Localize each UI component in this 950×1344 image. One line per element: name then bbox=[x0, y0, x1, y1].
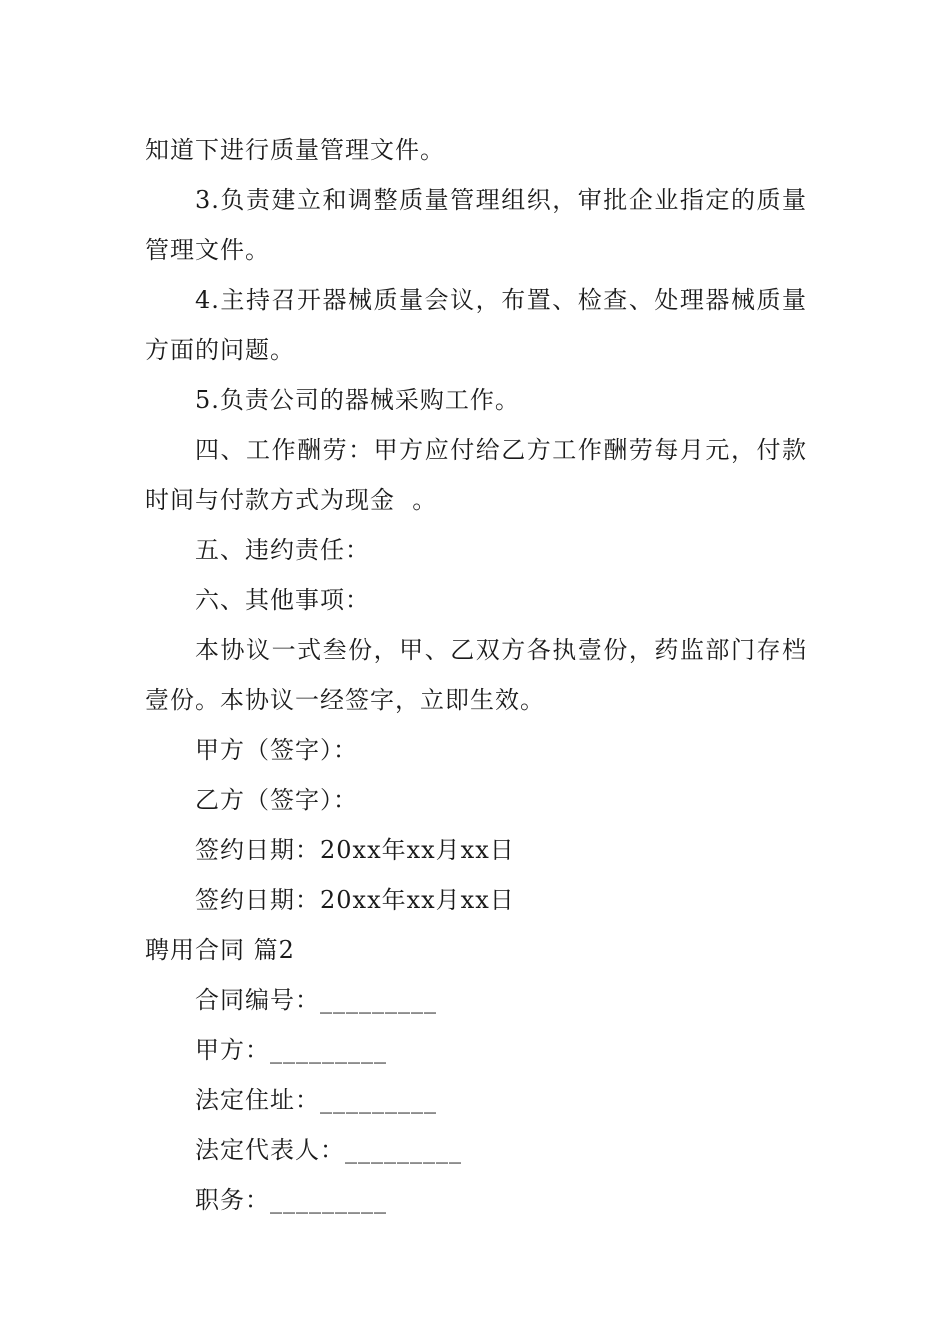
field-contract-number: 合同编号：_________ bbox=[195, 986, 437, 1014]
section-title: 聘用合同 篇2 bbox=[145, 936, 295, 964]
paragraph-breach: 五、违约责任： bbox=[195, 536, 370, 564]
field-position: 职务：_________ bbox=[195, 1186, 387, 1214]
document-body bbox=[145, 125, 807, 1225]
party-a-signature: 甲方（签字）： bbox=[195, 736, 358, 764]
party-b-signature: 乙方（签字）： bbox=[195, 786, 358, 814]
signing-date-1: 签约日期：20xx年xx月xx日 bbox=[195, 836, 515, 864]
paragraph-item-3: 3.负责建立和调整质量管理组织，审批企业指定的质量管理文件。 bbox=[145, 186, 807, 264]
field-legal-address: 法定住址：_________ bbox=[195, 1086, 437, 1114]
paragraph-item-4: 4.主持召开器械质量会议，布置、检查、处理器械质量方面的问题。 bbox=[145, 286, 807, 364]
signing-date-2: 签约日期：20xx年xx月xx日 bbox=[195, 886, 515, 914]
paragraph-other-matters: 六、其他事项： bbox=[195, 586, 370, 614]
paragraph-quality-docs: 知道下进行质量管理文件。 bbox=[145, 136, 445, 164]
field-party-a: 甲方：_________ bbox=[195, 1036, 387, 1064]
paragraph-compensation: 四、工作酬劳：甲方应付给乙方工作酬劳每月元，付款时间与付款方式为现金 。 bbox=[145, 436, 807, 514]
paragraph-item-5: 5.负责公司的器械采购工作。 bbox=[195, 386, 520, 414]
field-legal-representative: 法定代表人：_________ bbox=[195, 1136, 462, 1164]
paragraph-copies: 本协议一式叁份，甲、乙双方各执壹份，药监部门存档壹份。本协议一经签字，立即生效。 bbox=[145, 636, 807, 714]
